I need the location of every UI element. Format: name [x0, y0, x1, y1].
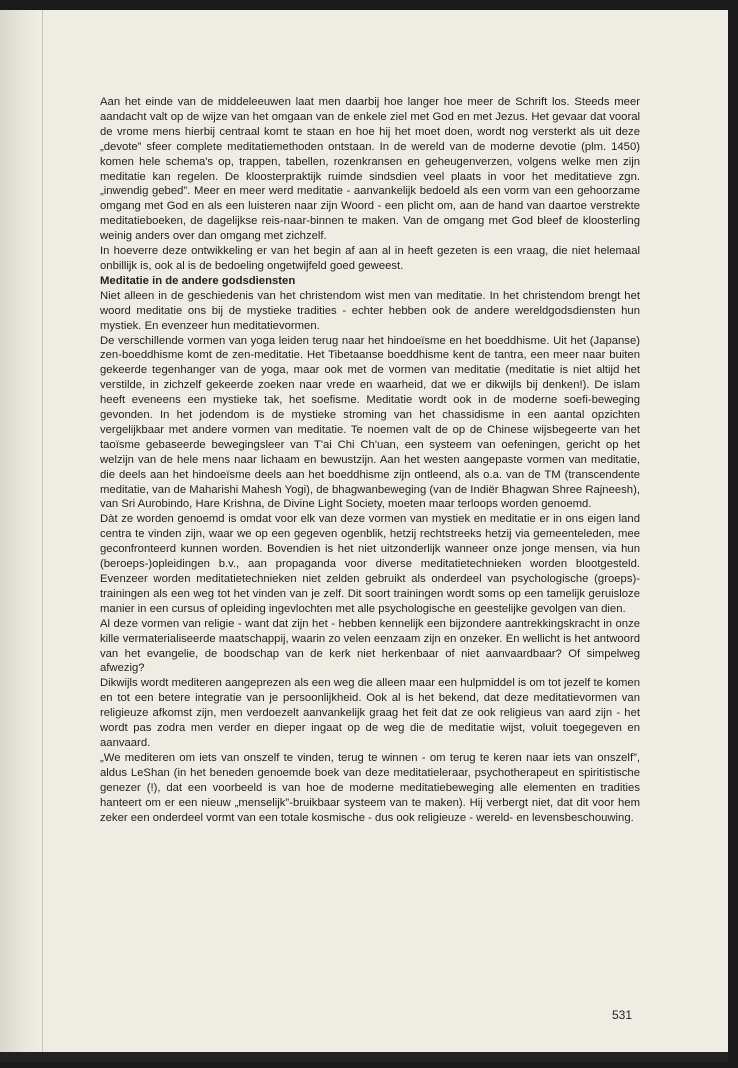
bottom-edge	[0, 1052, 728, 1062]
paragraph-genoemd: Dàt ze worden genoemd is omdat voor elk van deze vormen van mystiek en meditatie er in ons eigen land centra te vinden zijn, waar we op een gegeven ogenblik, hetzij rechtstreeks hetzij via gemeenteleden, mee geconfronteerd kunnen worden. Bovendien is het niet uitzonderlijk wanneer onze jonge mensen, via hun (beroeps-)opleidingen b.v., aan propaganda voor diverse meditatietechnieken worden blootgesteld. Evenzeer worden meditatietechnieken niet zelden gebruikt als onderdeel van psychologische (groeps)-trainingen als een weg tot het vinden van je zelf. Dit soort trainingen wordt soms op een tamelijk geruisloze manier in een cursus of opleiding ingevlochten met alle psychologische en geestelijke gevolgen van dien.	[100, 513, 640, 615]
paragraph-devotie: Aan het einde van de middeleeuwen laat men daarbij hoe langer hoe meer de Schrift los. Steeds meer aandacht valt op de wijze van het omgaan van de enkele ziel met God en met Jezus. Het gevaar dat vooral de vrome mens hierbij centraal komt te staan en hoe hij het moet doen, wordt nog versterkt als uit deze „devote” sfeer complete meditatiemethoden ontstaan. In de wereld van de moderne devotie (plm. 1450) komen hele schema's op, trappen, tabellen, rozenkransen en geheugenverzen, volgens welke men zijn meditatie kan regelen. De kloosterpraktijk ruimde sindsdien veel plaats in voor het meditatieve zgn. „inwendig gebed”. Meer en meer werd meditatie - aanvankelijk bedoeld als een vorm van een gehoorzame omgang met God en als een luisteren naar zijn Woord - een plicht om, aan de hand van daartoe verstrekte meditatieboeken, de dagelijkse reis-naar-binnen te maken. Van de omgang met God bleef de kloosterling weinig anders over dan omgang met zichzelf.	[100, 96, 640, 243]
gutter-line	[42, 10, 43, 1062]
paragraph-ontwikkeling: In hoeverre deze ontwikkeling er van het begin af aan al in heeft gezeten is een vraag, die niet helemaal onbillijk is, ook al is de bedoeling ongetwijfeld goed geweest.	[100, 245, 640, 272]
page-number: 531	[612, 1008, 633, 1022]
paragraph-aantrekkingskracht: Al deze vormen van religie - want dat zijn het - hebben kennelijk een bijzondere aantrekkingskracht in onze kille vermaterialiseerde maatschappij, waarin zo velen eenzaam zijn en onzeker. En wellicht is het antwoord van het evangelie, de boodschap van de kerk niet herkenbaar of niet aanvaardbaar? Of simpelweg afwezig?	[100, 617, 640, 675]
book-page	[0, 10, 728, 1062]
paragraph-hulpmiddel: Dikwijls wordt mediteren aangeprezen als een weg die alleen maar een hulpmiddel is om tot jezelf te komen en tot een betere integratie van je persoonlijkheid. Ook al is het bekend, dat deze meditatievormen van religieuze afkomst zijn, men verdoezelt aanvankelijk graag het feit dat ze ook religieus van aard zijn - het wordt pas zodra men verder en dieper ingaat op de weg die de meditatie wijst, voluit toegegeven en aanvaard.	[100, 677, 640, 749]
paragraph-leshan: „We mediteren om iets van onszelf te vinden, terug te winnen - om terug te keren naar iets van onszelf”, aldus LeShan (in het beneden genoemde boek van deze meditatieleraar, psychotherapeut en spiritistische genezer (!), dat een voorbeeld is van hoe de moderne meditatiebeweging alle elementen en tradities hanteert om er een nieuw „menselijk”-bruikbaar systeem van te maken). Hij verbergt niet, dat dit voor hem zeker een onderdeel vormt van een totale kosmische - dus ook religieuze - wereld- en levensbeschouwing.	[100, 751, 640, 824]
body-text	[100, 95, 640, 825]
paragraph-andere-godsdiensten: Niet alleen in de geschiedenis van het christendom wist men van meditatie. In het christendom brengt het woord meditatie ons bij de mystieke tradities - echter hebben ook de andere wereldgodsdiensten hun mystiek. En evenzeer hun meditatievormen.	[100, 289, 640, 332]
paragraph-vormen: De verschillende vormen van yoga leiden terug naar het hindoeïsme en het boeddhisme. Uit het (Japanse) zen-boeddhisme komt de zen-meditatie. Het Tibetaanse boeddhisme kent de tantra, een meer naar buiten gekeerde tegenhanger van de yoga, maar ook met de vormen van meditatie (meditatie is niet altijd het verstilde, in zichzelf gekeerde zoeken naar vrede en waarheid, dat we er dikwijls bij denken!). De islam heeft eveneens een mystieke tak, het soefisme. Meditatie wordt ook in de moderne soefi-beweging gevonden. In het jodendom is de mystieke stroming van het chassidisme in een aantal opzichten vergelijkbaar met andere vormen van meditatie. Te noemen valt de op de Chinese wijsbegeerte van het taoïsme gebaseerde bewegingsleer van T'ai Chi Ch'uan, een systeem van oefeningen, gericht op het welzijn van de hele mens naar lichaam en bewustzijn. Aan het westen aangepaste vormen van meditatie, die deels aan het hindoeïsme deels aan het boeddhisme zijn ontleend, als o.a. van de TM (transcendente meditatie, van de Maharishi Mahesh Yogi), de bhagwanbeweging (van de Indiër Bhagwan Shree Rajneesh), van Sri Aurobindo, Hare Krishna, de Divine Light Society, moeten maar terloops worden genoemd.	[100, 334, 640, 511]
page-gutter	[0, 10, 38, 1062]
section-heading: Meditatie in de andere godsdiensten	[100, 274, 296, 287]
